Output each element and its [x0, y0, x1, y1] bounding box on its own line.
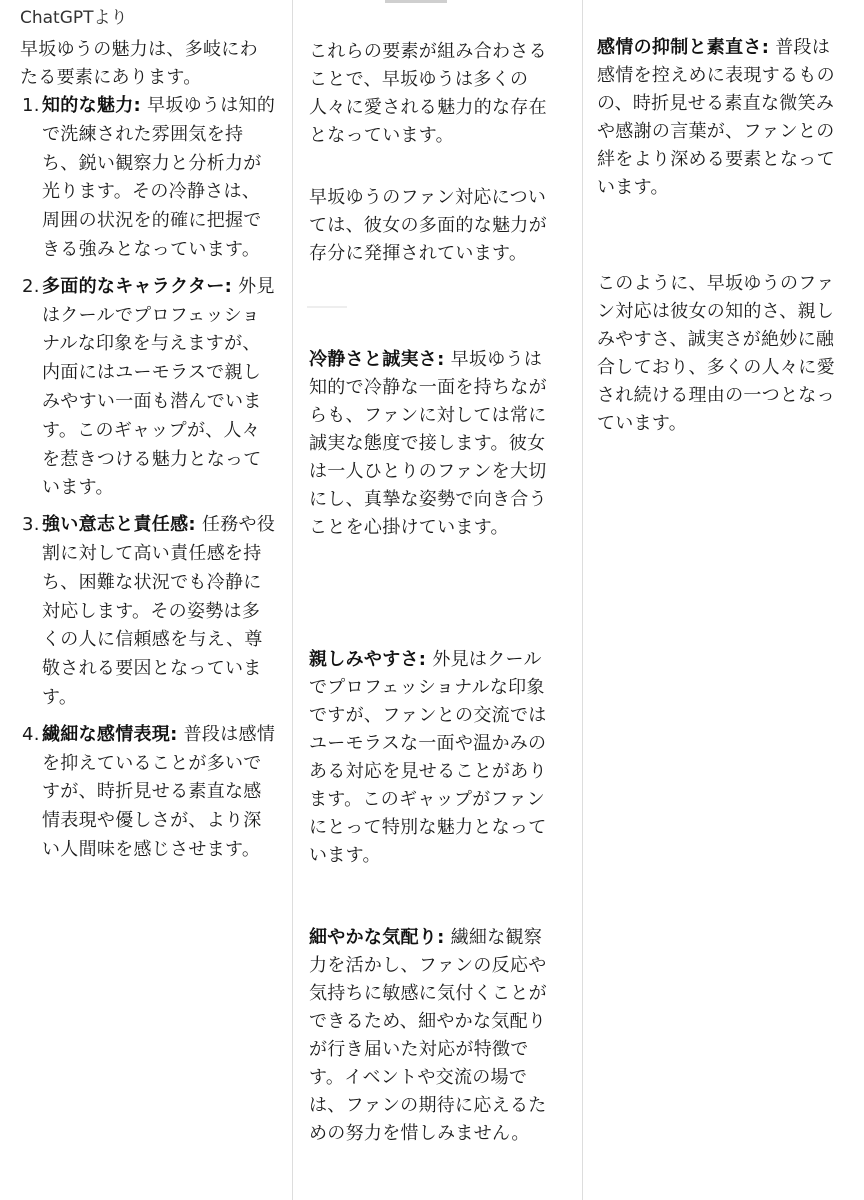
- fan-intro-paragraph: 早坂ゆうのファン対応については、彼女の多面的な魅力が存分に発揮されています。: [309, 187, 547, 264]
- list-number: 3.: [22, 514, 40, 536]
- screenshot-panel-3: [582, 0, 864, 1200]
- attribute-list: [20, 92, 276, 873]
- point-body: 早坂ゆうは知的で冷静な一面を持ちながらも、ファンに対しては常に誠実な態度で接します。彼女は一人ひとりのファンを大切にし、真摯な姿勢で向き合うことを心掛けています。: [309, 349, 547, 538]
- list-number: 4.: [22, 723, 40, 745]
- item-title: 知的な魅力:: [42, 95, 141, 116]
- divider: [307, 306, 347, 308]
- item-body: 普段は感情を抑えていることが多いですが、時折見せる素直な感情表現や優しさが、より深い人間味を感じさせます。: [42, 723, 276, 860]
- screenshot-panel-2: [292, 0, 583, 1200]
- item-body: 外見はクールでプロフェッショナルな印象を与えますが、内面にはユーモラスで親しみやすい一面も潜んでいます。このギャップが、人々を惹きつける魅力となっています。: [42, 275, 275, 499]
- list-item: [20, 511, 276, 713]
- summary-paragraph: これらの要素が組み合わさることで、早坂ゆうは多くの人々に愛される魅力的な存在となっています。: [309, 41, 547, 146]
- list-item: [20, 721, 276, 865]
- point-title: 細やかな気配り:: [309, 927, 445, 948]
- list-item: [20, 273, 276, 503]
- source-label: ChatGPTより: [20, 8, 128, 28]
- point-paragraph: [309, 346, 559, 542]
- screenshot-panel-1: [0, 0, 292, 1200]
- conclusion-paragraph: このように、早坂ゆうのファン対応は彼女の知的さ、親しみやすさ、誠実さが絶妙に融合しており、多くの人々に愛され続ける理由の一つとなっています。: [597, 273, 835, 434]
- cropped-edge: [385, 0, 447, 3]
- point-body: 普段は感情を控えめに表現するものの、時折見せる素直な微笑みや感謝の言葉が、ファンとの絆をより深める要素となっています。: [597, 37, 835, 198]
- point-paragraph: [309, 646, 559, 870]
- item-body: 早坂ゆうは知的で洗練された雰囲気を持ち、鋭い観察力と分析力が光ります。その冷静さは、周囲の状況を的確に把握できる強みとなっています。: [42, 95, 276, 260]
- point-paragraph: [597, 34, 847, 202]
- intro-text: 早坂ゆうの魅力は、多岐にわたる要素にあります。: [20, 39, 258, 88]
- point-body: 外見はクールでプロフェッショナルな印象ですが、ファンとの交流ではユーモラスな一面や温かみのある対応を見せることがあります。このギャップがファンにとって特別な魅力となっています。: [309, 649, 547, 866]
- item-title: 強い意志と責任感:: [42, 514, 196, 536]
- point-title: 親しみやすさ:: [309, 649, 427, 670]
- list-item: [20, 92, 276, 265]
- item-body: 任務や役割に対して高い責任感を持ち、困難な状況でも冷静に対応します。その姿勢は多くの人に信頼感を与え、尊敬される要因となっています。: [42, 514, 276, 708]
- point-title: 冷静さと誠実さ:: [309, 349, 445, 370]
- item-title: 多面的なキャラクター:: [42, 275, 233, 297]
- point-paragraph: [309, 924, 559, 1148]
- item-title: 繊細な感情表現:: [42, 723, 178, 745]
- point-body: 繊細な観察力を活かし、ファンの反応や気持ちに敏感に気付くことができるため、細やかな気配りが行き届いた対応が特徴です。イベントや交流の場では、ファンの期待に応えるための努力を惜しみません。: [309, 927, 547, 1144]
- list-number: 1.: [22, 95, 40, 116]
- point-title: 感情の抑制と素直さ:: [597, 37, 770, 58]
- list-number: 2.: [22, 275, 40, 297]
